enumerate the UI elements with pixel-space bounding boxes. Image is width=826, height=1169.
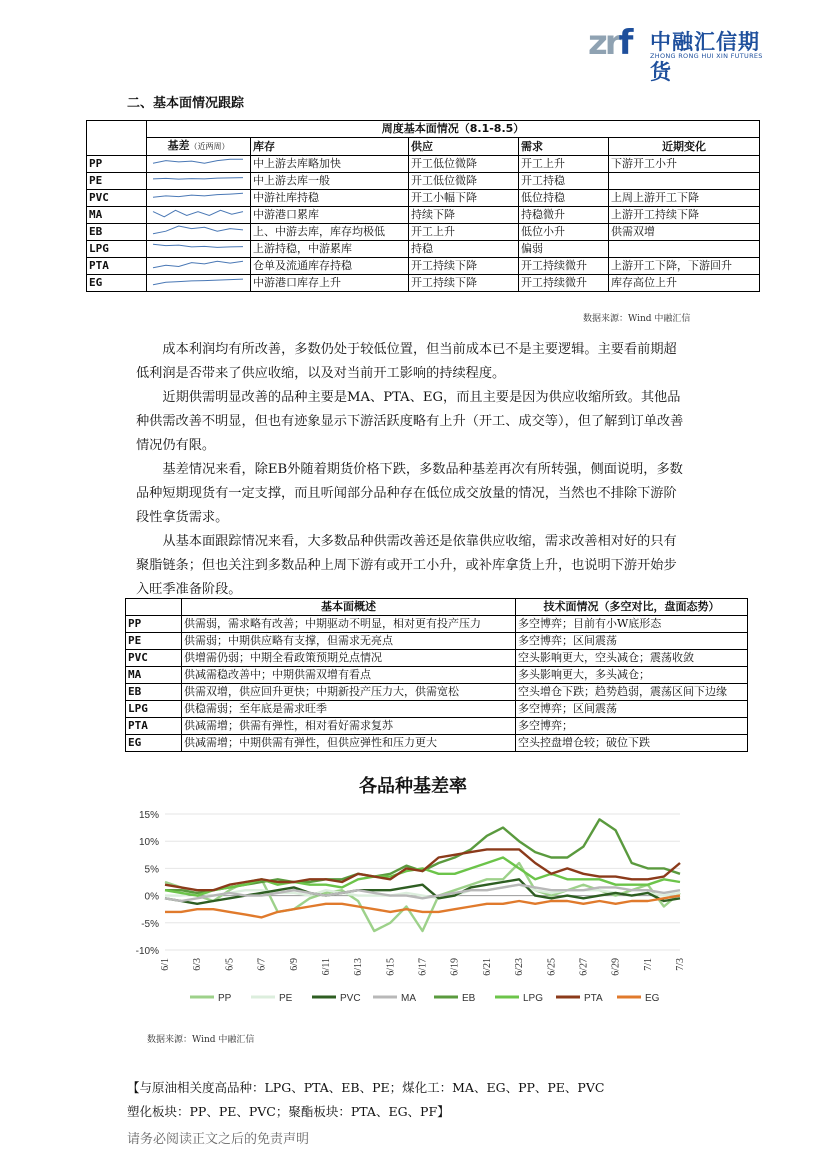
table-row bbox=[126, 650, 748, 667]
col-basis-note: （近两周） bbox=[189, 142, 230, 151]
x-tick-label: 6/5 bbox=[224, 958, 236, 971]
table1-source: 数据来源：Wind 中融汇信 bbox=[583, 314, 691, 324]
fundamental-cell: 供减需稳改善中；中期供需双增有看点 bbox=[182, 667, 516, 684]
inventory-cell: 中游社库持稳 bbox=[251, 190, 409, 207]
inventory-cell: 仓单及流通库存持稳 bbox=[251, 258, 409, 275]
col-tech: 技术面情况（多空对比，盘面态势） bbox=[516, 599, 748, 616]
x-tick-label: 6/27 bbox=[578, 958, 590, 976]
demand-cell: 低位小升 bbox=[519, 224, 609, 241]
supply-cell: 开工低位微降 bbox=[409, 173, 519, 190]
fundamental-cell: 供减需增；中期供需有弹性，但供应弹性和压力更大 bbox=[182, 735, 516, 752]
legend-label: PE bbox=[279, 993, 293, 1004]
recent-cell: 上周上游开工下降 bbox=[609, 190, 760, 207]
x-tick-label: 6/13 bbox=[353, 958, 365, 976]
sparkline bbox=[153, 210, 243, 217]
legend-label: EG bbox=[645, 993, 660, 1004]
variety-code: LPG bbox=[87, 241, 147, 258]
table-row bbox=[87, 173, 760, 190]
basis-sparkline bbox=[147, 190, 251, 207]
paragraph: 基差情况来看，除EB外随着期货价格下跌，多数品种基差再次有所转强，侧面说明，多数品种短期现货有一定支撑，而且听闻部分品种存在低位成交放量的情况，当然也不排除下游阶段性拿货需求。 bbox=[136, 462, 683, 525]
col-basis bbox=[147, 138, 251, 156]
x-tick-label: 6/19 bbox=[449, 958, 461, 976]
logo-en: ZHONG RONG HUI XIN FUTURES bbox=[650, 52, 763, 60]
y-tick-label: -10% bbox=[135, 946, 159, 957]
col-demand: 需求 bbox=[519, 138, 609, 156]
fundamental-cell: 供减需增；供需有弹性，相对看好需求复苏 bbox=[182, 718, 516, 735]
x-tick-label: 6/3 bbox=[192, 958, 204, 971]
variety-code: PTA bbox=[87, 258, 147, 275]
supply-cell: 开工持续下降 bbox=[409, 275, 519, 292]
x-tick-label: 6/9 bbox=[288, 958, 300, 971]
sparkline-svg bbox=[149, 276, 247, 290]
chart-title: 各品种基差率 bbox=[359, 776, 467, 797]
technical-cell: 多空博弈； bbox=[516, 718, 748, 735]
sparkline-svg bbox=[149, 208, 247, 222]
notes-line1: 【与原油相关度高品种：LPG、PTA、EB、PE；煤化工：MA、EG、PP、PE、PVC bbox=[127, 1080, 605, 1095]
legend-label: EB bbox=[462, 993, 476, 1004]
basis-sparkline bbox=[147, 173, 251, 190]
inventory-cell: 中游港口累库 bbox=[251, 207, 409, 224]
technical-cell: 多空博弈；区间震荡 bbox=[516, 701, 748, 718]
recent-cell: 下游开工小升 bbox=[609, 156, 760, 173]
legend-label: LPG bbox=[523, 993, 544, 1004]
variety-code: PP bbox=[126, 616, 182, 633]
technical-cell: 多空博弈；目前有小W底形态 bbox=[516, 616, 748, 633]
x-tick-label: 6/23 bbox=[514, 958, 526, 976]
x-tick-label: 6/7 bbox=[256, 958, 268, 971]
y-tick-label: 0% bbox=[144, 891, 159, 903]
inventory-cell: 中游港口库存上升 bbox=[251, 275, 409, 292]
table-row bbox=[87, 275, 760, 292]
legend-label: MA bbox=[401, 993, 416, 1004]
demand-cell: 开工持续微升 bbox=[519, 258, 609, 275]
table-row bbox=[126, 735, 748, 752]
sparkline-svg bbox=[149, 259, 247, 273]
basis-sparkline bbox=[147, 156, 251, 173]
technical-cell: 多头影响更大，多头减仓； bbox=[516, 667, 748, 684]
y-tick-label: 15% bbox=[138, 810, 159, 821]
col-fund: 基本面概述 bbox=[182, 599, 516, 616]
paragraph: 近期供需明显改善的品种主要是MA、PTA、EG，而且主要是因为供应收缩所致。其他品种供需改善不明显，但也有迹象显示下游活跃度略有上升（开工、成交等），但了解到订单改善情况仍有限。 bbox=[136, 390, 684, 453]
inventory-cell: 中上游去库略加快 bbox=[251, 156, 409, 173]
table-row bbox=[87, 224, 760, 241]
demand-cell: 开工持续微升 bbox=[519, 275, 609, 292]
table1-title: 周度基本面情况（8.1-8.5） bbox=[147, 121, 760, 138]
technical-cell: 空头控盘增仓较；破位下跌 bbox=[516, 735, 748, 752]
company-logo bbox=[588, 23, 778, 84]
variety-code: PE bbox=[87, 173, 147, 190]
sparkline-svg bbox=[149, 225, 247, 239]
x-tick-label: 6/17 bbox=[417, 958, 429, 976]
table-row bbox=[87, 207, 760, 224]
demand-cell: 持稳微升 bbox=[519, 207, 609, 224]
demand-cell: 开工上升 bbox=[519, 156, 609, 173]
table-row bbox=[126, 616, 748, 633]
sparkline bbox=[153, 279, 243, 285]
sparkline-svg bbox=[149, 191, 247, 205]
variety-code: EG bbox=[126, 735, 182, 752]
sparkline-svg bbox=[149, 157, 247, 171]
variety-code: PE bbox=[126, 633, 182, 650]
x-tick-label: 7/3 bbox=[675, 958, 686, 971]
y-tick-label: 10% bbox=[138, 837, 159, 849]
supply-cell: 开工低位微降 bbox=[409, 156, 519, 173]
technical-cell: 多空博弈；区间震荡 bbox=[516, 633, 748, 650]
table-row bbox=[87, 190, 760, 207]
supply-cell: 持稳 bbox=[409, 241, 519, 258]
basis-sparkline bbox=[147, 275, 251, 292]
col-supply: 供应 bbox=[409, 138, 519, 156]
paragraph: 成本利润均有所改善，多数仍处于较低位置，但当前成本已不是主要逻辑。主要看前期超低利润是否带来了供应收缩，以及对当前开工影响的持续程度。 bbox=[136, 342, 677, 381]
logo-mark: zrf bbox=[588, 23, 631, 63]
variety-code: EB bbox=[126, 684, 182, 701]
basis-rate-chart bbox=[120, 798, 700, 1018]
table-row bbox=[87, 156, 760, 173]
corner-cell bbox=[87, 121, 147, 156]
variety-code: LPG bbox=[126, 701, 182, 718]
series-line-ma bbox=[165, 885, 680, 901]
recent-cell bbox=[609, 173, 760, 190]
sparkline bbox=[153, 226, 243, 234]
technical-cell: 空头增仓下跌；趋势趋弱，震荡区间下边缘 bbox=[516, 684, 748, 701]
notes-line2: 塑化板块：PP、PE、PVC；聚酯板块：PTA、EG、PF】 bbox=[127, 1104, 450, 1119]
sparkline-svg bbox=[149, 242, 247, 256]
sparkline bbox=[153, 261, 243, 268]
inventory-cell: 上、中游去库，库存均极低 bbox=[251, 224, 409, 241]
disclaimer-footer: 请务必阅读正文之后的免责声明 bbox=[127, 1132, 310, 1147]
x-tick-label: 6/21 bbox=[481, 958, 493, 976]
variety-code: PVC bbox=[126, 650, 182, 667]
variety-code: MA bbox=[87, 207, 147, 224]
sparkline bbox=[153, 244, 243, 247]
recent-cell: 供需双增 bbox=[609, 224, 760, 241]
x-tick-label: 7/1 bbox=[642, 958, 654, 971]
x-tick-label: 6/29 bbox=[610, 958, 622, 976]
x-tick-label: 6/1 bbox=[160, 958, 171, 971]
recent-cell: 上游开工持续下降 bbox=[609, 207, 760, 224]
col-inventory: 库存 bbox=[251, 138, 409, 156]
analysis-text bbox=[136, 338, 686, 602]
basis-sparkline bbox=[147, 207, 251, 224]
basis-sparkline bbox=[147, 258, 251, 275]
weekly-fundamentals-table bbox=[86, 120, 760, 292]
demand-cell: 低位持稳 bbox=[519, 190, 609, 207]
sparkline bbox=[153, 193, 243, 197]
legend-label: PVC bbox=[340, 993, 361, 1004]
col-recent: 近期变化 bbox=[609, 138, 760, 156]
table-row bbox=[87, 258, 760, 275]
supply-cell: 开工上升 bbox=[409, 224, 519, 241]
variety-code: EG bbox=[87, 275, 147, 292]
legend-label: PTA bbox=[584, 993, 603, 1004]
logo-cn: 中融汇信期货 bbox=[650, 30, 760, 84]
demand-cell: 开工持稳 bbox=[519, 173, 609, 190]
basis-sparkline bbox=[147, 224, 251, 241]
sparkline-svg bbox=[149, 174, 247, 188]
fundamental-cell: 供增需仍弱；中期全看政策预期兑点情况 bbox=[182, 650, 516, 667]
section-title: 二、基本面情况跟踪 bbox=[127, 96, 245, 111]
notes bbox=[127, 1076, 727, 1124]
table-row bbox=[126, 667, 748, 684]
col-basis-label: 基差 bbox=[167, 139, 190, 152]
variety-code: PP bbox=[87, 156, 147, 173]
recent-cell bbox=[609, 241, 760, 258]
technical-cell: 空头影响更大，空头减仓；震荡收敛 bbox=[516, 650, 748, 667]
fundamental-technical-table bbox=[125, 598, 748, 752]
legend-label: PP bbox=[218, 993, 232, 1004]
x-tick-label: 6/11 bbox=[320, 958, 332, 976]
paragraph: 从基本面跟踪情况来看，大多数品种供需改善还是依靠供应收缩，需求改善相对好的只有聚脂链条；但也关注到多数品种上周下游有或开工小升，或补库拿货上升，也说明下游开始步入旺季准备阶段。 bbox=[136, 534, 677, 597]
table-row bbox=[126, 633, 748, 650]
sparkline bbox=[153, 178, 243, 180]
basis-sparkline bbox=[147, 241, 251, 258]
table-row bbox=[126, 684, 748, 701]
fundamental-cell: 供需双增，供应回升更快；中期新投产压力大，供需宽松 bbox=[182, 684, 516, 701]
fundamental-cell: 供稳需弱；至年底是需求旺季 bbox=[182, 701, 516, 718]
variety-code: EB bbox=[87, 224, 147, 241]
x-tick-label: 6/15 bbox=[385, 958, 397, 976]
table-row bbox=[126, 718, 748, 735]
variety-code: PTA bbox=[126, 718, 182, 735]
inventory-cell: 上游持稳，中游累库 bbox=[251, 241, 409, 258]
y-tick-label: 5% bbox=[144, 864, 159, 876]
table-row bbox=[87, 241, 760, 258]
sparkline bbox=[153, 159, 243, 163]
x-tick-label: 6/25 bbox=[546, 958, 558, 976]
supply-cell: 持续下降 bbox=[409, 207, 519, 224]
y-tick-label: -5% bbox=[141, 918, 159, 930]
supply-cell: 开工小幅下降 bbox=[409, 190, 519, 207]
fundamental-cell: 供需弱；中期供应略有支撑，但需求无亮点 bbox=[182, 633, 516, 650]
corner-cell bbox=[126, 599, 182, 616]
demand-cell: 偏弱 bbox=[519, 241, 609, 258]
inventory-cell: 中上游去库一般 bbox=[251, 173, 409, 190]
table-row bbox=[126, 701, 748, 718]
variety-code: PVC bbox=[87, 190, 147, 207]
recent-cell: 库存高位上升 bbox=[609, 275, 760, 292]
recent-cell: 上游开工下降，下游回升 bbox=[609, 258, 760, 275]
chart-source: 数据来源：Wind 中融汇信 bbox=[147, 1035, 255, 1045]
variety-code: MA bbox=[126, 667, 182, 684]
supply-cell: 开工持续下降 bbox=[409, 258, 519, 275]
fundamental-cell: 供需弱，需求略有改善；中期驱动不明显，相对更有投产压力 bbox=[182, 616, 516, 633]
